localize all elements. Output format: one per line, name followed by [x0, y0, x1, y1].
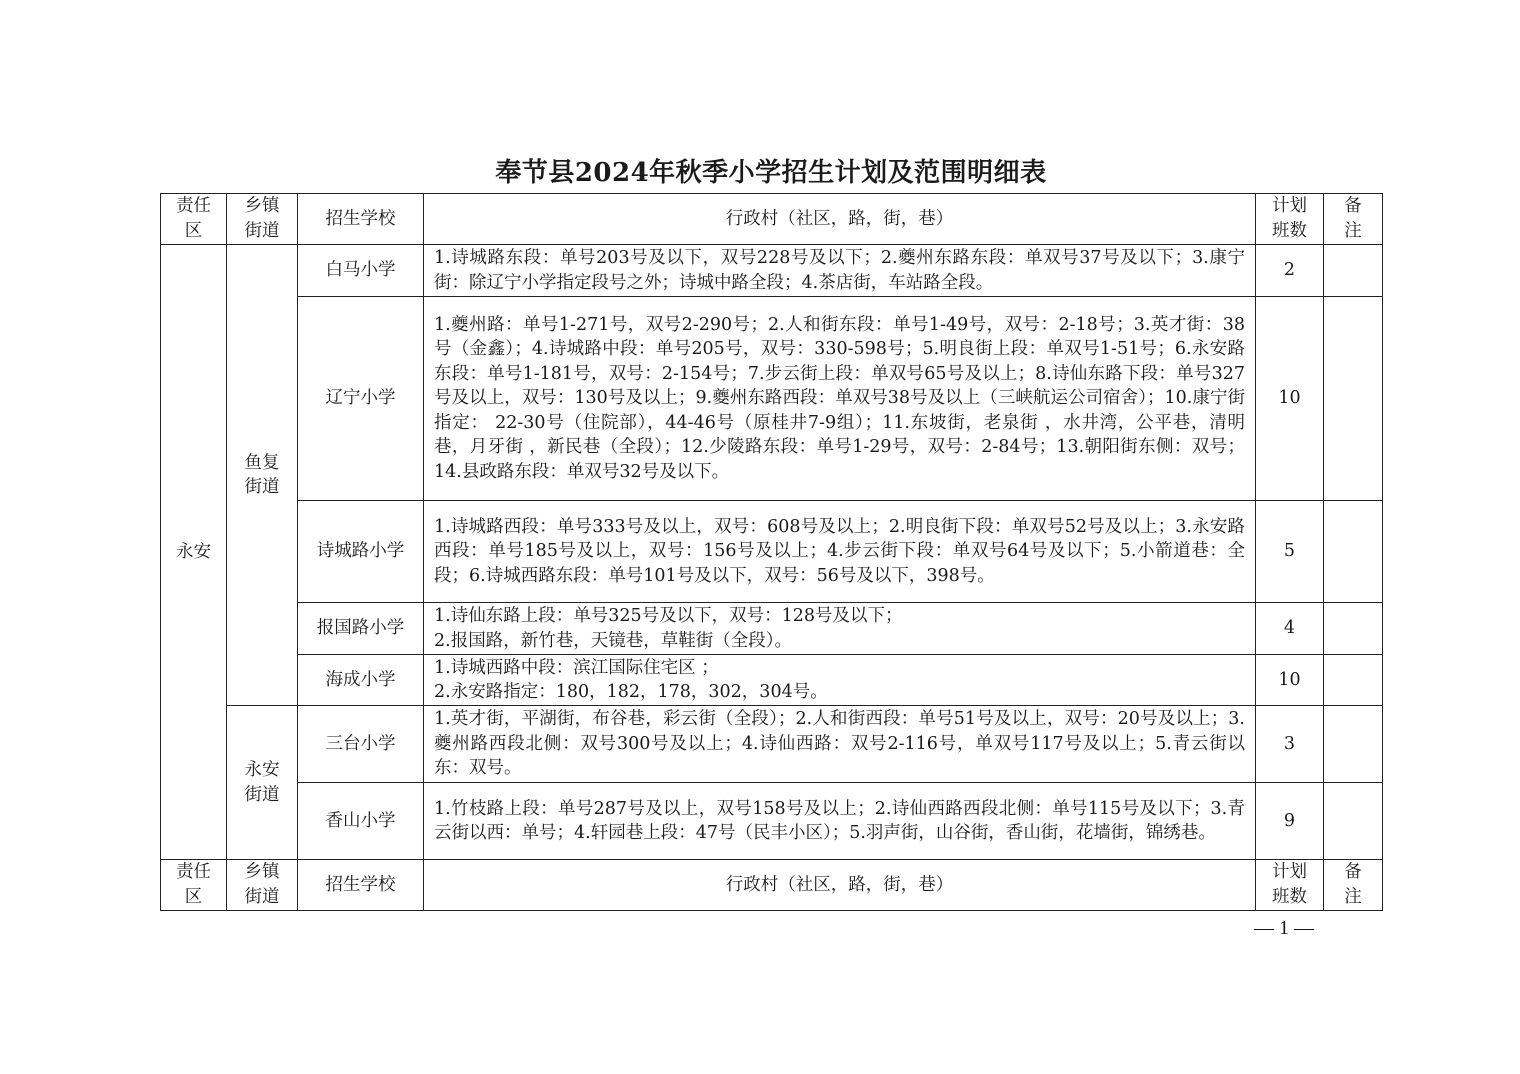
school-name: 诗城路小学 [298, 501, 424, 603]
school-classes: 4 [1256, 603, 1324, 655]
footer-header-remarks: 备 注 [1324, 860, 1383, 911]
school-area: 1.夔州路：单号1-271号，双号2-290号；2.人和街东段：单号1-49号，双号：2-18号；3.英才街：38号（金鑫）；4.诗城路中段：单号205号，双号：330-598号；5.明良街上段：单双号1-51号；6.永安路东段：单号1-181号，双号：2-154号；7.步云街上段：单双号65号及以上；8.诗仙东路下段：单号327号及以上，双号：130号及以上；9.夔州东路西段：单双号38号及以上（三峡航运公司宿舍）；10.康宁街指定： 22-30号（住院部），44-46号（原桂井7-9组）；11.东坡街，老泉街 ，水井湾，公平巷，清明巷，月牙街 ，新民巷（全段）；12.少陵路东段：单号1-29号，双号：2-84号；13.朝阳街东侧：双号；14.县政路东段：单双号32号及以下。 [424, 297, 1256, 501]
school-area: 1.诗城路东段：单号203号及以下，双号228号及以下；2.夔州东路东段：单双号37号及以下；3.康宁街：除辽宁小学指定段号之外；诗城中路全段；4.茶店街，车站路全段。 [424, 245, 1256, 297]
table-row [161, 245, 1383, 297]
school-area: 1.诗城路西段：单号333号及以上，双号：608号及以上；2.明良街下段：单双号52号及以上；3.永安路西段：单号185号及以上，双号：156号及以上；4.步云街下段：单双号64号及以下；5.小箭道巷：全段；6.诗城西路东段：单号101号及以下，双号：56号及以下，398号。 [424, 501, 1256, 603]
school-remarks [1324, 501, 1383, 603]
table-row [161, 706, 1383, 783]
table-row [161, 501, 1383, 603]
school-classes: 3 [1256, 706, 1324, 783]
header-school: 招生学校 [298, 194, 424, 245]
school-remarks [1324, 783, 1383, 860]
town-cell: 鱼复 街道 [227, 245, 298, 706]
enrollment-table [160, 193, 1383, 911]
school-remarks [1324, 245, 1383, 297]
table-row [161, 297, 1383, 501]
school-classes: 10 [1256, 297, 1324, 501]
header-row-bottom [161, 860, 1383, 911]
footer-header-school: 招生学校 [298, 860, 424, 911]
school-name: 三台小学 [298, 706, 424, 783]
header-area: 行政村（社区，路，街，巷） [424, 194, 1256, 245]
school-classes: 9 [1256, 783, 1324, 860]
footer-header-town: 乡镇 街道 [227, 860, 298, 911]
page-number: — 1 — [1254, 917, 1314, 939]
school-name: 香山小学 [298, 783, 424, 860]
school-remarks [1324, 706, 1383, 783]
table-row [161, 783, 1383, 860]
school-classes: 10 [1256, 655, 1324, 706]
school-classes: 5 [1256, 501, 1324, 603]
school-remarks [1324, 603, 1383, 655]
school-area: 1.诗城西路中段：滨江国际住宅区 ； 2.永安路指定：180，182，178，302，304号。 [424, 655, 1256, 706]
town-cell: 永安 街道 [227, 706, 298, 860]
school-name: 白马小学 [298, 245, 424, 297]
header-zone: 责任 区 [161, 194, 227, 245]
school-area: 1.诗仙东路上段：单号325号及以下，双号：128号及以下； 2.报国路，新竹巷，天镜巷，草鞋街（全段）。 [424, 603, 1256, 655]
footer-header-area: 行政村（社区，路，街，巷） [424, 860, 1256, 911]
header-classes: 计划 班数 [1256, 194, 1324, 245]
school-name: 辽宁小学 [298, 297, 424, 501]
footer-header-zone: 责任 区 [161, 860, 227, 911]
zone-cell: 永安 [161, 245, 227, 860]
school-name: 海成小学 [298, 655, 424, 706]
footer-header-classes: 计划 班数 [1256, 860, 1324, 911]
school-name: 报国路小学 [298, 603, 424, 655]
header-row-top [161, 194, 1383, 245]
table-row [161, 603, 1383, 655]
document-title: 奉节县2024年秋季小学招生计划及范围明细表 [495, 158, 1047, 188]
school-classes: 2 [1256, 245, 1324, 297]
school-remarks [1324, 297, 1383, 501]
header-town: 乡镇 街道 [227, 194, 298, 245]
table-row [161, 655, 1383, 706]
school-remarks [1324, 655, 1383, 706]
school-area: 1.英才街，平湖街，布谷巷，彩云街（全段）；2.人和街西段：单号51号及以上，双号：20号及以上；3.夔州路西段北侧：双号300号及以上；4.诗仙西路：双号2-116号，单双号117号及以上；5.青云街以东：双号。 [424, 706, 1256, 783]
header-remarks: 备 注 [1324, 194, 1383, 245]
school-area: 1.竹枝路上段：单号287号及以上，双号158号及以上；2.诗仙西路西段北侧：单号115号及以下；3.青云街以西：单号；4.轩园巷上段：47号（民丰小区）；5.羽声街，山谷街，香山街，花墙街，锦绣巷。 [424, 783, 1256, 860]
